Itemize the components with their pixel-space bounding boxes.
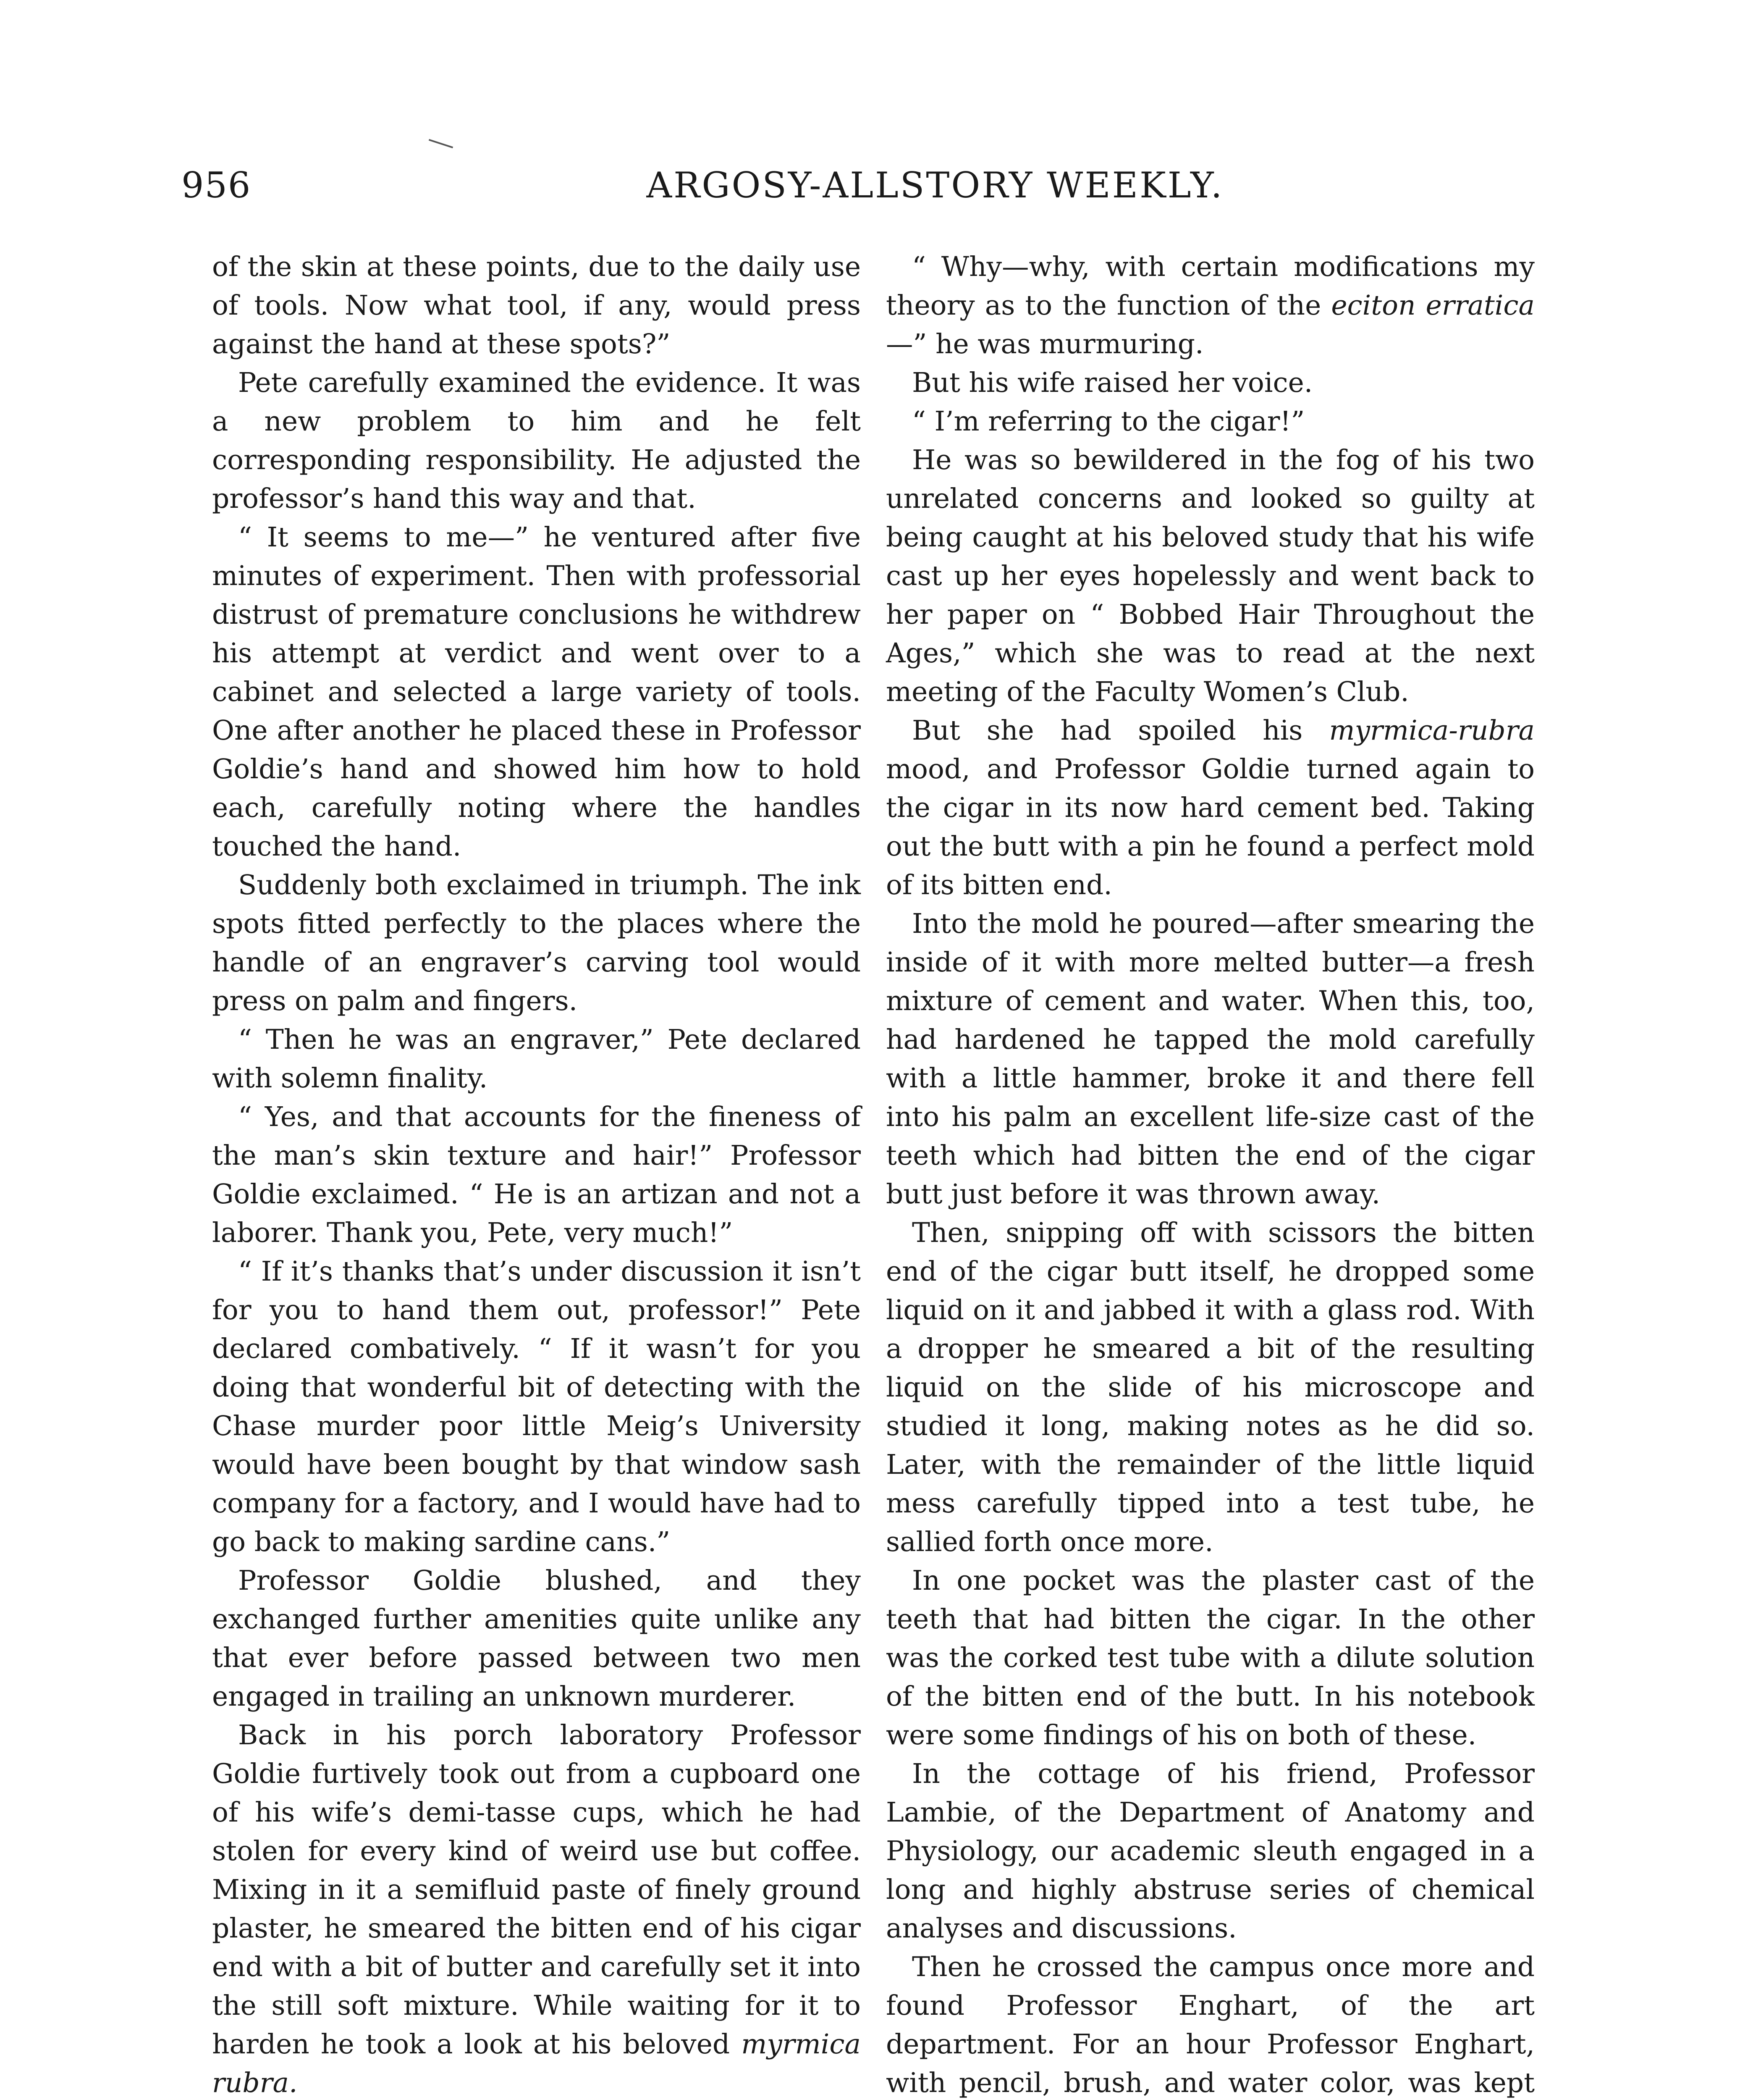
paragraph: of the skin at these points, due to the daily use of tools. Now what tool, if any, would press against the hand at these spots?”	[212, 251, 861, 360]
paragraph-text: Back in his porch laboratory Professor Goldie furtively took out from a cupboard one of his wife’s demi-tasse cups, which he had stolen for every kind of weird use but coffee. Mixing in it a semifluid paste of finely ground plaster, he smeared the bitten end of his cigar end with a bit of butter and carefully set it into the still soft mixture. While waiting for it to harden he took a look at his beloved	[212, 1719, 861, 2060]
paragraph	[886, 711, 1535, 905]
paragraph-text: mood, and Professor Goldie turned again to the cigar in its now hard cement bed. Taking out the butt with a pin he found a perfect mold of its bitten end.	[886, 753, 1535, 901]
paragraph: Professor Goldie blushed, and they exchanged further amenities quite unlike any that ever before passed between two men engaged in trailing an unknown murderer.	[212, 1565, 861, 1712]
paragraph: Then, snipping off with scissors the bitten end of the cigar butt itself, he dropped some liquid on it and jabbed it with a glass rod. With a dropper he smeared a bit of the resulting liquid on the slide of his microscope and studied it long, making notes as he did so. Later, with the remainder of the little liquid mess carefully tipped into a test tube, he sallied forth once more.	[886, 1217, 1535, 1558]
paragraph: Suddenly both exclaimed in triumph. The ink spots fitted perfectly to the places where the handle of an engraver’s carving tool would press on palm and fingers.	[212, 869, 861, 1017]
paragraph: “ Then he was an engraver,” Pete declared with solemn finality.	[212, 1024, 861, 1094]
scan-fleck	[429, 139, 453, 148]
paragraph: “ If it’s thanks that’s under discussion it isn’t for you to hand them out, professor!” Pete declared combatively. “ If it wasn’t for you doing that wonderful bit of detecting with the Chase murder poor little Meig’s University would have been bought by that window sash company for a factory, and I would have had to go back to making sardine cans.”	[212, 1256, 861, 1558]
paragraph-text: But she had spoiled his	[912, 715, 1303, 746]
paragraph-text: “ Why—why, with certain modifications my theory as to the function of the	[886, 251, 1535, 321]
paragraph-text: —” he was murmuring.	[886, 328, 1204, 360]
italic-term: myrmica rubra.	[212, 2029, 861, 2099]
page-number: 956	[181, 165, 252, 206]
right-column	[886, 248, 1535, 2100]
italic-term: eciton erratica	[1331, 290, 1535, 321]
running-title: ARGOSY-ALLSTORY WEEKLY.	[646, 165, 1224, 206]
page-header	[181, 165, 1689, 215]
paragraph: He was so bewildered in the fog of his two unrelated concerns and looked so guilty at being caught at his beloved study that his wife cast up her eyes hopelessly and went back to her paper on “ Bobbed Hair Throughout the Ages,” which she was to read at the next meeting of the Faculty Women’s Club.	[886, 444, 1535, 708]
paragraph: In one pocket was the plaster cast of the teeth that had bitten the cigar. In the other was the corked test tube with a dilute solution of the bitten end of the butt. In his notebook were some findings of his on both of these.	[886, 1565, 1535, 1751]
paragraph	[212, 1716, 861, 2100]
paragraph: “ It seems to me—” he ventured after five minutes of experiment. Then with professorial distrust of premature conclusions he withdrew his attempt at verdict and went over to a cabinet and selected a large variety of tools. One after another he placed these in Professor Goldie’s hand and showed him how to hold each, carefully noting where the handles touched the hand.	[212, 522, 861, 862]
paragraph: In the cottage of his friend, Professor Lambie, of the Department of Anatomy and Physiology, our academic sleuth engaged in a long and highly abstruse series of chemical analyses and discussions.	[886, 1758, 1535, 1944]
paragraph: Then he crossed the campus once more and found Professor Enghart, of the art department. For an hour Professor Enghart, with pencil, brush, and water color, was kept	[886, 1951, 1535, 2099]
paragraph: But his wife raised her voice.	[912, 367, 1313, 399]
paragraph: Pete carefully examined the evidence. It was a new problem to him and he felt corresponding responsibility. He adjusted the professor’s hand this way and that.	[212, 367, 861, 514]
paragraph: Into the mold he poured—after smearing the inside of it with more melted butter—a fresh mixture of cement and water. When this, too, had hardened he tapped the mold carefully with a little hammer, broke it and there fell into his palm an excellent life-size cast of the teeth which had bitten the end of the cigar butt just before it was thrown away.	[886, 908, 1535, 1210]
paragraph: “ I’m referring to the cigar!”	[912, 406, 1305, 437]
paragraph: “ Yes, and that accounts for the fineness of the man’s skin texture and hair!” Professor Goldie exclaimed. “ He is an artizan and not a laborer. Thank you, Pete, very much!”	[212, 1101, 861, 1249]
italic-term: myrmica-rubra	[1329, 715, 1535, 746]
paragraph	[886, 248, 1535, 364]
left-column	[212, 248, 861, 2100]
